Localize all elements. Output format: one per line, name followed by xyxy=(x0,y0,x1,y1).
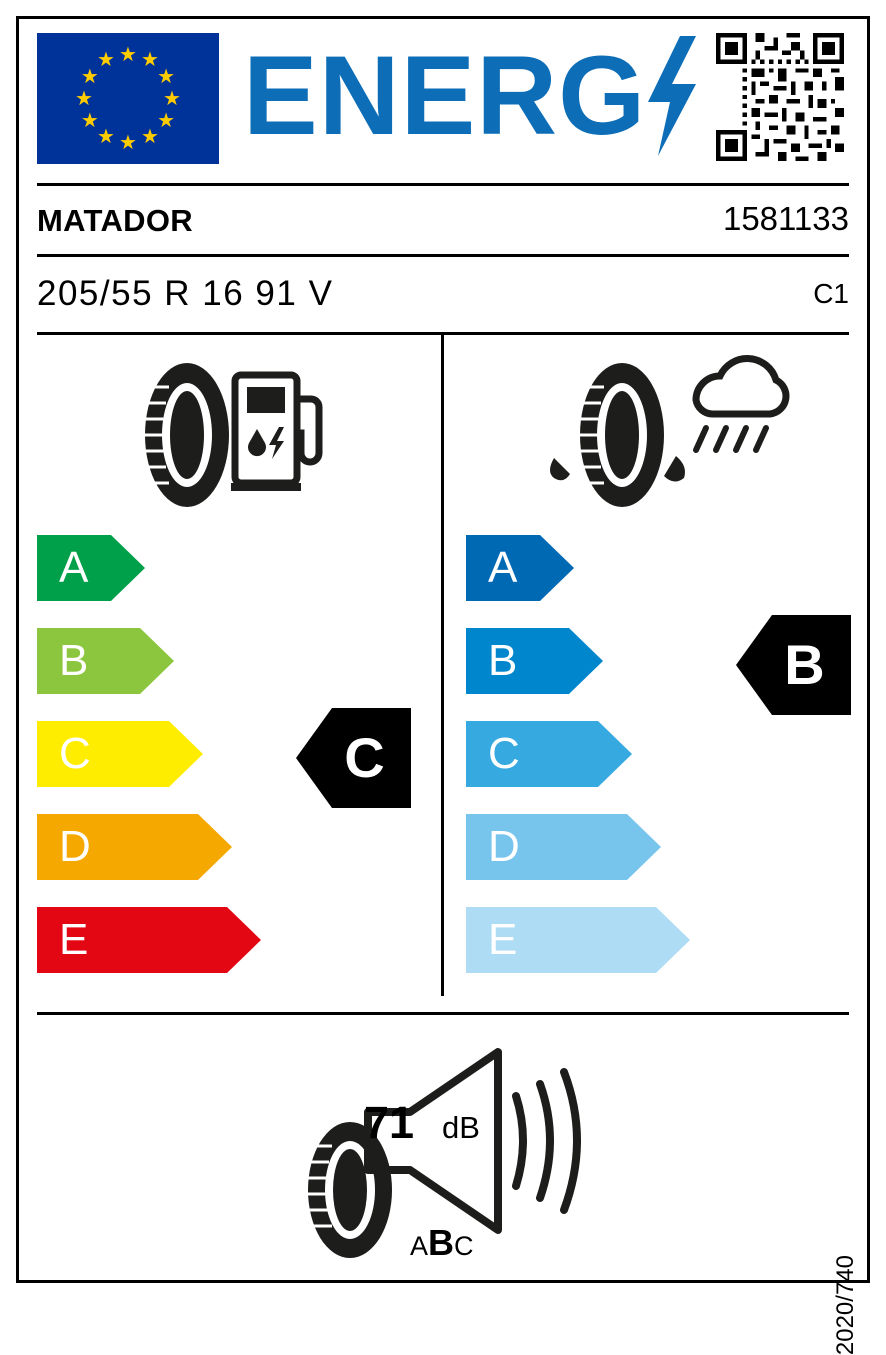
grade-label: C xyxy=(488,729,520,778)
selected-grade-label: C xyxy=(344,726,385,789)
selected-grade-arrow xyxy=(296,708,411,808)
grade-arrow-c xyxy=(466,721,632,787)
grade-label: E xyxy=(488,915,518,964)
eu-star: ★ xyxy=(97,125,115,148)
wet-grip-pictogram xyxy=(530,352,780,517)
tyre-size: 205/55 R 16 91 V xyxy=(37,274,334,313)
regulation-reference: 2020/740 xyxy=(832,1255,859,1355)
eu-star: ★ xyxy=(75,87,93,110)
noise-value: 71 xyxy=(364,1097,415,1148)
tyre-icon xyxy=(144,363,229,507)
sound-waves-icon xyxy=(516,1072,577,1210)
eu-star: ★ xyxy=(119,43,137,66)
grade-label: B xyxy=(59,636,89,685)
selected-grade-label: B xyxy=(784,633,825,696)
grade-arrow-a xyxy=(466,535,574,601)
brand-name: MATADOR xyxy=(37,203,193,238)
qr-code-icon xyxy=(716,33,844,161)
divider-brand xyxy=(37,254,849,257)
grade-arrow-d xyxy=(37,814,232,880)
eu-star: ★ xyxy=(163,87,181,110)
divider-noise xyxy=(37,1012,849,1015)
grade-arrow-e xyxy=(466,907,690,973)
eu-star: ★ xyxy=(141,49,159,72)
noise-class-a: A xyxy=(410,1231,429,1261)
grade-label: A xyxy=(59,543,89,592)
selected-grade-arrow xyxy=(736,615,851,715)
eu-star: ★ xyxy=(119,131,137,154)
grade-label: B xyxy=(488,636,518,685)
grade-label: E xyxy=(59,915,89,964)
lightning-bolt-icon xyxy=(640,36,700,156)
eu-star: ★ xyxy=(141,125,159,148)
grade-label: C xyxy=(59,729,91,778)
noise-class-b: B xyxy=(428,1222,455,1263)
eu-star: ★ xyxy=(97,49,115,72)
tyre-code: 1581133 xyxy=(722,200,849,237)
eu-star: ★ xyxy=(157,65,176,88)
eu-star: ★ xyxy=(157,109,176,132)
noise-class-scale xyxy=(410,1222,474,1264)
fuel-efficiency-pictogram xyxy=(125,355,335,515)
grade-label: A xyxy=(488,543,518,592)
eu-flag-icon xyxy=(37,33,219,164)
grade-arrow-e xyxy=(37,907,261,973)
grade-label: D xyxy=(488,822,520,871)
noise-unit: dB xyxy=(442,1110,480,1145)
fuel-pump-icon xyxy=(231,375,319,491)
grade-arrow-c xyxy=(37,721,203,787)
eu-star: ★ xyxy=(80,65,99,88)
grade-arrow-b xyxy=(37,628,174,694)
grade-label: D xyxy=(59,822,91,871)
divider-header xyxy=(37,183,849,186)
page-title: ENERG xyxy=(243,33,647,158)
grade-arrow-a xyxy=(37,535,145,601)
rain-cloud-icon xyxy=(696,359,786,450)
eu-star: ★ xyxy=(80,109,99,132)
panel-divider xyxy=(441,334,444,996)
grade-arrow-d xyxy=(466,814,661,880)
tyre-wet-icon xyxy=(550,363,685,507)
grade-arrow-b xyxy=(466,628,603,694)
tyre-class: C1 xyxy=(813,278,849,309)
noise-class-c: C xyxy=(454,1231,474,1261)
